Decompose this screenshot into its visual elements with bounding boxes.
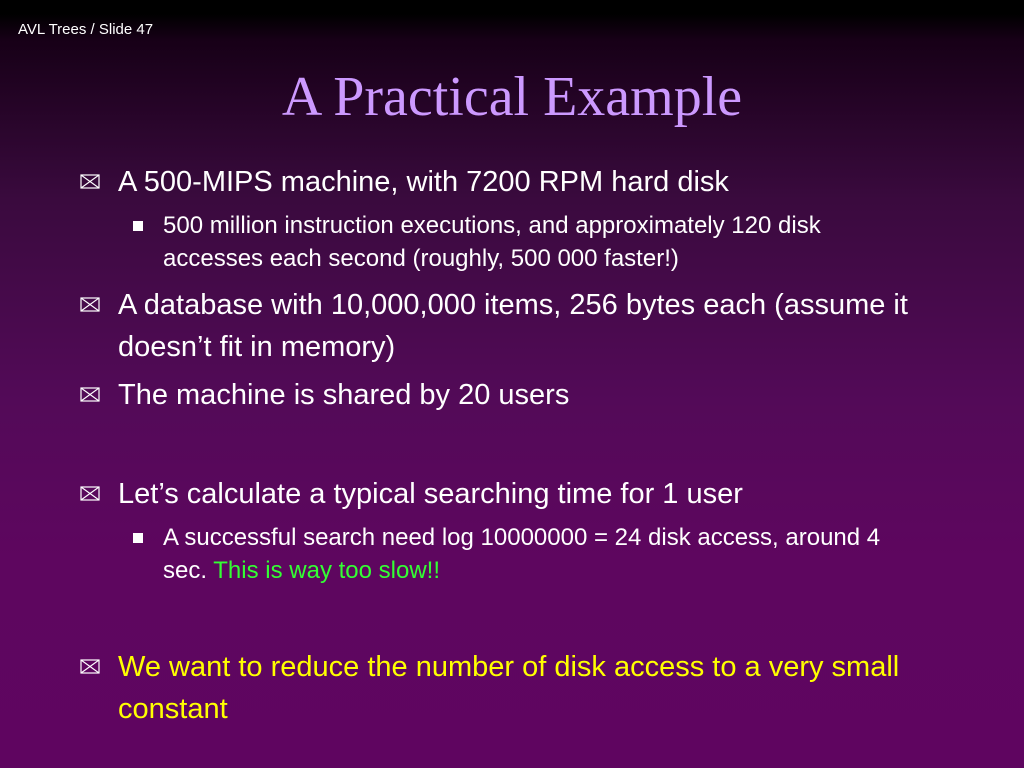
sub-bullet-item — [163, 209, 923, 275]
envelope-icon — [80, 659, 100, 674]
envelope-icon — [80, 486, 100, 501]
bullet-item — [118, 646, 908, 730]
sub-bullet-text: 500 million instruction executions, and approximately 120 disk accesses each second (roughly, 500 000 faster!) — [163, 212, 821, 272]
bullet-item — [118, 161, 908, 203]
envelope-icon — [80, 387, 100, 402]
sub-bullet-item — [163, 521, 923, 587]
slide-title: A Practical Example — [281, 66, 743, 128]
square-icon — [133, 533, 143, 543]
envelope-icon — [80, 174, 100, 189]
bullet-text: Let’s calculate a typical searching time for 1 user — [118, 478, 743, 510]
bullet-item — [118, 473, 908, 515]
emphasis-text: This is way too slow!! — [213, 557, 440, 584]
bullet-text: A database with 10,000,000 items, 256 bytes each (assume it doesn’t fit in memory) — [118, 289, 908, 363]
slide-header: AVL Trees / Slide 47 — [18, 21, 154, 38]
envelope-icon — [80, 297, 100, 312]
bullet-text: The machine is shared by 20 users — [118, 379, 570, 411]
bullet-text: We want to reduce the number of disk access to a very small constant — [118, 651, 900, 725]
bullet-text: A 500-MIPS machine, with 7200 RPM hard disk — [118, 166, 729, 198]
square-icon — [133, 221, 143, 231]
bullet-item — [118, 284, 908, 368]
sub-bullet-text: A successful search need log 10000000 = 24 disk access, around 4 sec. — [163, 524, 881, 584]
bullet-item — [118, 374, 908, 416]
